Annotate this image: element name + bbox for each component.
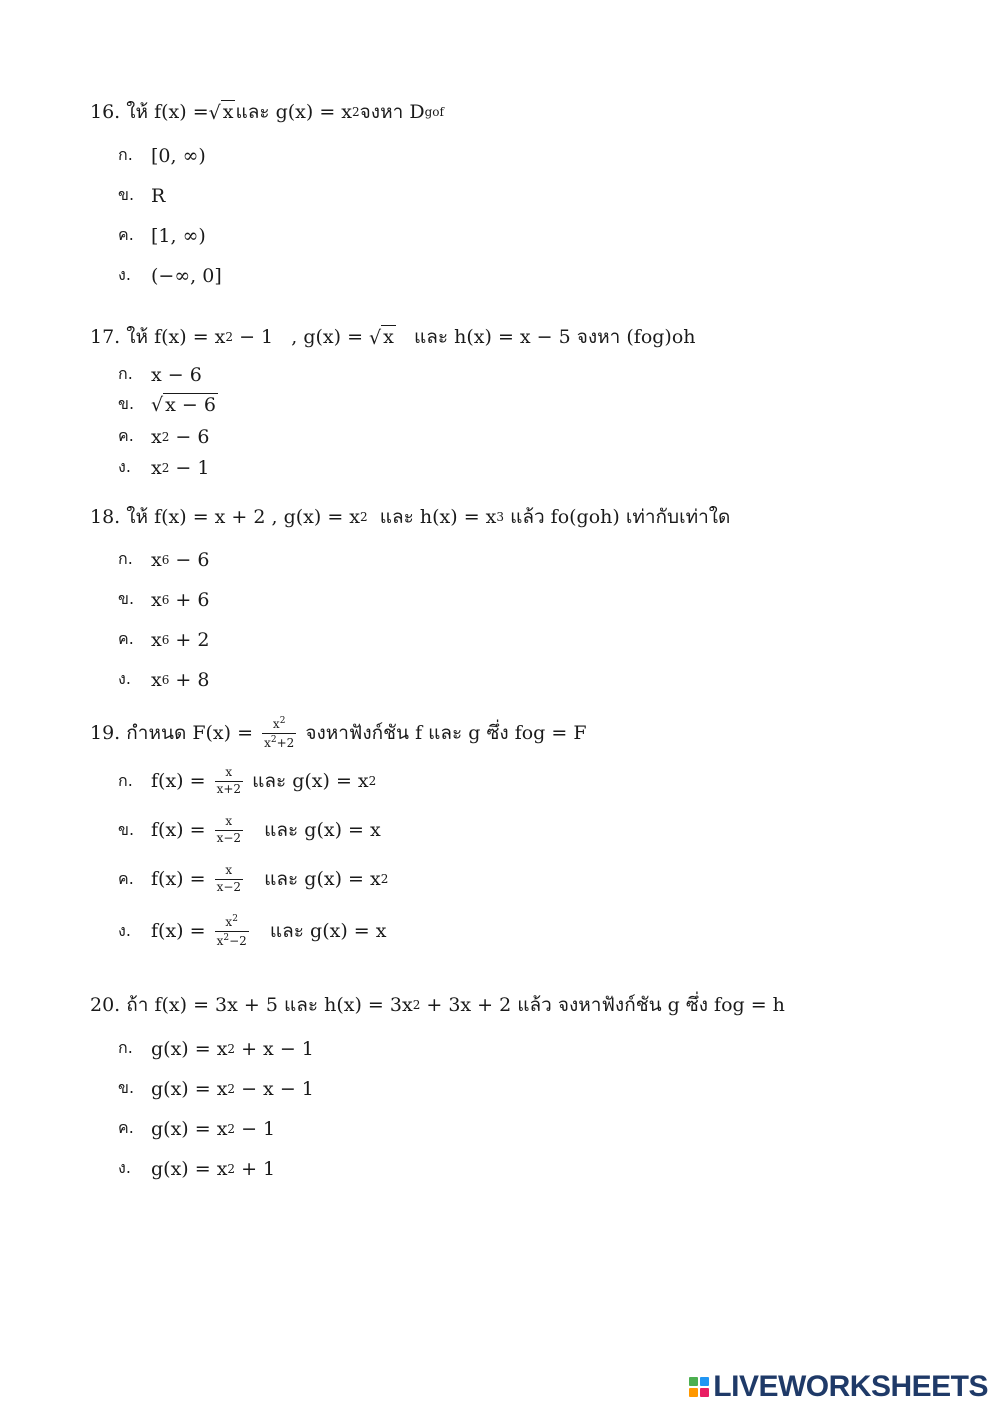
option-17c[interactable]: ค. x 2 − 6 <box>118 425 210 448</box>
option-19b[interactable]: ข. f(x) = $\frac{x}{x-2}$ และ g(x) = x <box>118 814 381 845</box>
question-text-mid: และ g(x) = x <box>235 101 353 123</box>
question-18: 18. ให้ f(x) = x + 2 , g(x) = x 2 และ h(x) = x 3 แล้ว fo(goh) เท่ากับเท่าใด <box>90 506 731 528</box>
question-number: 17. <box>90 326 121 348</box>
option-18d[interactable]: ง. x 6 + 8 <box>118 668 210 691</box>
option-16c[interactable]: ค. [1, ∞) <box>118 224 206 247</box>
question-16: 16. ให้ f(x) = √ x และ g(x) = x 2 จงหา D gof <box>90 97 444 127</box>
question-number: 16. <box>90 101 121 123</box>
option-18c[interactable]: ค. x 6 + 2 <box>118 628 210 651</box>
fraction: $\frac{x^2}{x^2+2}$ <box>264 716 295 750</box>
option-20a[interactable]: ก. g(x) = x 2 + x − 1 <box>118 1037 314 1060</box>
option-16d[interactable]: ง. (−∞, 0] <box>118 264 222 287</box>
option-19d[interactable]: ง. f(x) = $\frac{x^2}{x^2-2}$ และ g(x) = x <box>118 914 387 948</box>
sqrt-expression: √ x <box>208 101 234 124</box>
option-19a[interactable]: ก. f(x) = $\frac{x}{x+2}$ และ g(x) = x 2 <box>118 765 377 796</box>
option-17d[interactable]: ง. x 2 − 1 <box>118 456 210 479</box>
option-16b[interactable]: ข. R <box>118 184 166 207</box>
liveworksheets-icon <box>689 1377 709 1397</box>
question-number: 20. <box>90 994 121 1016</box>
question-20: 20. ถ้า f(x) = 3x + 5 และ h(x) = 3x 2 + 3x + 2 แล้ว จงหาฟังก์ชัน g ซึ่ง fog = h <box>90 994 785 1016</box>
option-17b[interactable]: ข. √ x − 6 <box>118 393 216 417</box>
icon-square-3 <box>689 1388 698 1397</box>
liveworksheets-logo <box>689 1370 988 1404</box>
option-17a[interactable]: ก. x − 6 <box>118 363 202 386</box>
question-text-tail: จงหา D <box>359 101 425 123</box>
option-16a[interactable]: ก. [0, ∞) <box>118 144 206 167</box>
icon-square-2 <box>700 1377 709 1386</box>
question-text-lead: ให้ f(x) = <box>126 101 209 123</box>
icon-square-1 <box>689 1377 698 1386</box>
sqrt-expression: √ x <box>369 326 394 349</box>
question-17: 17. ให้ f(x) = x 2 − 1 , g(x) = √ x และ h(x) = x − 5 จงหา (fog)oh <box>90 326 696 349</box>
option-20c[interactable]: ค. g(x) = x 2 − 1 <box>118 1117 276 1140</box>
icon-square-4 <box>700 1388 709 1397</box>
question-number: 18. <box>90 506 121 528</box>
option-18a[interactable]: ก. x 6 − 6 <box>118 548 210 571</box>
option-20b[interactable]: ข. g(x) = x 2 − x − 1 <box>118 1077 314 1100</box>
question-19: 19. กำหนด F(x) = $\frac{x^2}{x^2+2}$ จงหาฟังก์ชัน f และ g ซึ่ง fog = F <box>90 716 587 750</box>
question-number: 19. <box>90 722 121 745</box>
option-20d[interactable]: ง. g(x) = x 2 + 1 <box>118 1157 276 1180</box>
option-19c[interactable]: ค. f(x) = $\frac{x}{x-2}$ และ g(x) = x 2 <box>118 863 389 894</box>
option-18b[interactable]: ข. x 6 + 6 <box>118 588 210 611</box>
brand-text: LIVEWORKSHEETS <box>713 1370 988 1403</box>
